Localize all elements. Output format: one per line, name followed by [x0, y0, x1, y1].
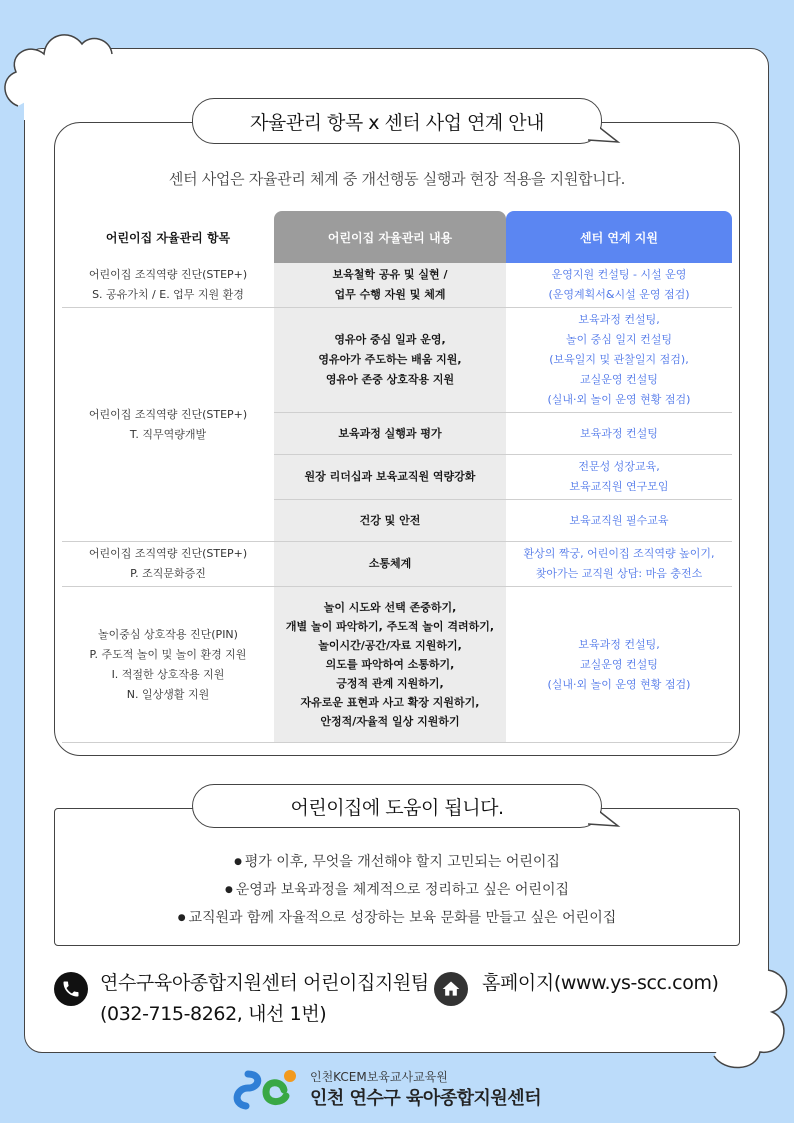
content-cell: 건강 및 안전 [274, 500, 506, 542]
support-cell: 전문성 성장교육, 보육교직원 연구모임 [506, 455, 732, 500]
header-support: 센터 연계 지원 [506, 211, 732, 263]
home-icon [434, 972, 468, 1006]
item-cell: 놀이중심 상호작용 진단(PIN) P. 주도적 놀이 및 놀이 환경 지원 I. 적절한 상호작용 지원 N. 일상생활 지원 [62, 587, 274, 743]
section1-title: 자율관리 항목 x 센터 사업 연계 안내 [250, 111, 544, 134]
content-cell: 소통체계 [274, 542, 506, 587]
content-cell: 보육철학 공유 및 실현 / 업무 수행 자원 및 체계 [274, 263, 506, 308]
support-cell: 보육과정 컨설팅, 놀이 중심 일지 컨설팅 (보육일지 및 관찰일지 점검), 교실운영 컨설팅 (실내·외 놀이 운영 현황 점검) [506, 308, 732, 413]
section2-title: 어린이집에 도움이 됩니다. [290, 796, 504, 819]
support-cell: 보육교직원 필수교육 [506, 500, 732, 542]
header-item: 어린이집 자율관리 항목 [62, 211, 274, 263]
list-item: ● 평가 이후, 무엇을 개선해야 할지 고민되는 어린이집 [54, 848, 740, 876]
support-cell: 운영지원 컨설팅 - 시설 운영 (운영계획서&시설 운영 점검) [506, 263, 732, 308]
phone-line1: 연수구육아종합지원센터 어린이집지원팀 [100, 972, 429, 994]
table-row [62, 263, 732, 308]
support-cell: 보육과정 컨설팅 [506, 413, 732, 455]
footer-org-line1: 인천KCEM보육교사교육원 [310, 1070, 448, 1084]
section1-title-bubble [192, 98, 602, 144]
table-row [62, 308, 732, 413]
content-cell: 놀이 시도와 선택 존중하기, 개별 놀이 파악하기, 주도적 놀이 격려하기, 놀이시간/공간/자료 지원하기, 의도를 파악하여 소통하기, 긍정적 관계 지원하기, 자유로운 표현과 사고 확장 지원하기, 안정적/자율적 일상 지원하기 [274, 587, 506, 743]
benefits-list [54, 848, 740, 932]
section2-title-bubble [192, 784, 602, 828]
header-content: 어린이집 자율관리 내용 [274, 211, 506, 263]
footer-org-line2: 인천 연수구 육아종합지원센터 [310, 1088, 542, 1109]
item-cell: 어린이집 조직역량 진단(STEP+) P. 조직문화증진 [62, 542, 274, 587]
list-item: ● 운영과 보육과정을 체계적으로 정리하고 싶은 어린이집 [54, 876, 740, 904]
phone-icon [54, 972, 88, 1006]
content-cell: 영유아 중심 일과 운영, 영유아가 주도하는 배움 지원, 영유아 존중 상호작용 지원 [274, 308, 506, 413]
bubble-tail-icon [588, 118, 622, 146]
integration-table [62, 211, 732, 743]
bubble-tail-icon [588, 802, 622, 830]
section1-subtitle: 센터 사업은 자율관리 체계 중 개선행동 실행과 현장 적용을 지원합니다. [168, 170, 626, 188]
content-cell: 원장 리더십과 보육교직원 역량강화 [274, 455, 506, 500]
item-cell: 어린이집 조직역량 진단(STEP+) T. 직무역량개발 [62, 308, 274, 542]
table-row [62, 542, 732, 587]
cloud-decoration-top-left [0, 20, 130, 120]
center-logo-icon [232, 1066, 302, 1112]
support-cell: 보육과정 컨설팅, 교실운영 컨설팅 (실내·외 놀이 운영 현황 점검) [506, 587, 732, 743]
homepage-link[interactable]: 홈페이지(www.ys-scc.com) [482, 972, 719, 994]
phone-contact [100, 968, 429, 1026]
table-row [62, 587, 732, 743]
item-cell: 어린이집 조직역량 진단(STEP+) S. 공유가치 / E. 업무 지원 환경 [62, 263, 274, 308]
content-cell: 보육과정 실행과 평가 [274, 413, 506, 455]
support-cell: 환상의 짝궁, 어린이집 조직역량 높이기, 찾아가는 교직원 상담: 마음 충전소 [506, 542, 732, 587]
list-item: ● 교직원과 함께 자율적으로 성장하는 보육 문화를 만들고 싶은 어린이집 [54, 904, 740, 932]
phone-line2: (032-715-8262, 내선 1번) [100, 1003, 327, 1025]
